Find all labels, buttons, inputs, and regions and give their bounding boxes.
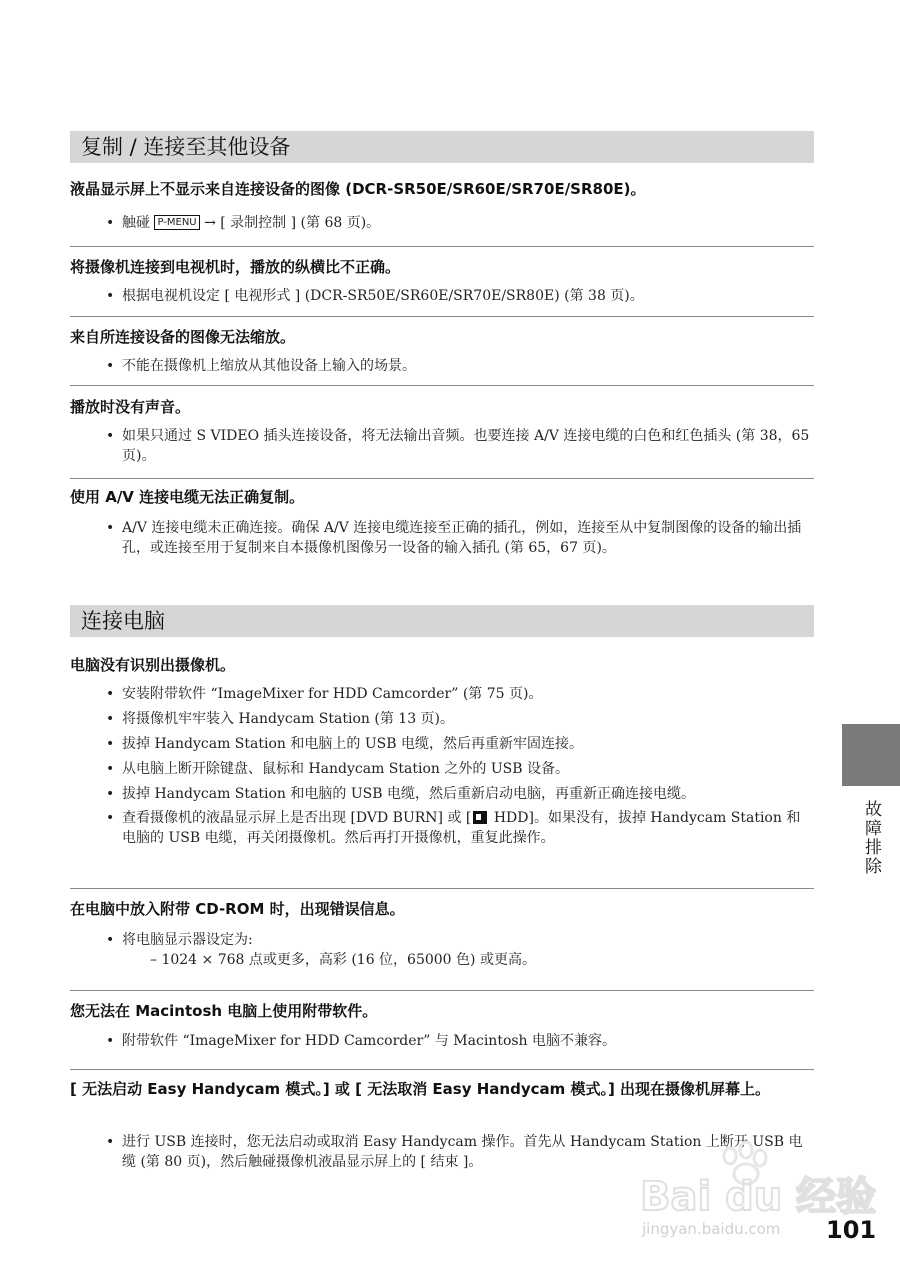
bullet-svideo-audio: • 如果只通过 S VIDEO 插头连接设备，将无法输出音频。也要连接 A/V 连接电缆的白色和红色插头 (第 38，65 页)。 bbox=[106, 426, 814, 466]
divider bbox=[70, 478, 814, 479]
bullet-reconnect-usb: • 拔掉 Handycam Station 和电脑上的 USB 电缆，然后再重新牢固连接。 bbox=[106, 734, 814, 754]
question-no-sound: 播放时没有声音。 bbox=[70, 398, 191, 416]
question-aspect-ratio: 将摄像机连接到电视机时，播放的纵横比不正确。 bbox=[70, 258, 401, 276]
watermark-brand: Bai du 经验 bbox=[640, 1174, 877, 1220]
bullet-av-cable: • A/V 连接电缆未正确连接。确保 A/V 连接电缆连接至正确的插孔，例如，连接至从中复制图像的设备的输出插孔，或连接至用于复制来自本摄像机图像另一设备的输入插孔 (第 65，67 页)。 bbox=[106, 518, 814, 558]
bullet-mac-incompatible: • 附带软件 “ImageMixer for HDD Camcorder” 与 Macintosh 电脑不兼容。 bbox=[106, 1031, 814, 1051]
section-header-connect-pc: 连接电脑 bbox=[70, 605, 814, 637]
divider bbox=[70, 1069, 814, 1070]
question-av-copy: 使用 A/V 连接电缆无法正确复制。 bbox=[70, 488, 305, 506]
page-number: 101 bbox=[826, 1216, 877, 1244]
chapter-tab-label: 故障排除 bbox=[861, 800, 881, 876]
hdd-computer-icon bbox=[473, 811, 487, 824]
question-easy-handycam: [ 无法启动 Easy Handycam 模式。] 或 [ 无法取消 Easy Handycam 模式。] 出现在摄像机屏幕上。 bbox=[70, 1080, 771, 1098]
divider bbox=[70, 246, 814, 247]
bullet-check-lcd bbox=[106, 808, 814, 848]
bullet-text-pre: 查看摄像机的液晶显示屏上是否出现 [DVD BURN] 或 [ bbox=[122, 810, 472, 826]
divider bbox=[70, 888, 814, 889]
question-cdrom-error: 在电脑中放入附带 CD-ROM 时，出现错误信息。 bbox=[70, 900, 405, 918]
bullet-tv-type: • 根据电视机设定 [ 电视形式 ] (DCR-SR50E/SR60E/SR70E/SR80E) (第 38 页)。 bbox=[106, 286, 814, 306]
question-no-zoom: 来自所连接设备的图像无法缩放。 bbox=[70, 328, 296, 346]
pmenu-button-icon: P-MENU bbox=[154, 215, 199, 230]
bullet-disconnect-usb-devices: • 从电脑上断开除键盘、鼠标和 Handycam Station 之外的 USB 设备。 bbox=[106, 759, 814, 779]
bullet-text-post: → [ 录制控制 ] (第 68 页)。 bbox=[204, 215, 381, 231]
bullet-restart-pc: • 拔掉 Handycam Station 和电脑的 USB 电缆，然后重新启动电脑，再重新正确连接电缆。 bbox=[106, 784, 814, 804]
bullet-text-post: HDD]。如果没有，拔掉 Handycam Station 和电脑的 USB 电缆，再关闭摄像机。然后再打开摄像机，重复此操作。 bbox=[122, 810, 801, 846]
divider bbox=[70, 385, 814, 386]
bullet-insert-station: • 将摄像机牢牢装入 Handycam Station (第 13 页)。 bbox=[106, 709, 814, 729]
bullet-usb-easy-handycam: • 进行 USB 连接时，您无法启动或取消 Easy Handycam 操作。首先从 Handycam Station 上断开 USB 电缆 (第 80 页)，然后触碰摄像机液晶显示屏上的 [ 结束 ]。 bbox=[106, 1132, 814, 1172]
chapter-tab-marker bbox=[842, 724, 900, 786]
question-lcd-no-image: 液晶显示屏上不显示来自连接设备的图像 (DCR-SR50E/SR60E/SR70E/SR80E)。 bbox=[70, 180, 646, 198]
bullet-text-pre: 触碰 bbox=[122, 215, 150, 231]
bullet-install-software: • 安装附带软件 “ImageMixer for HDD Camcorder” (第 75 页)。 bbox=[106, 684, 814, 704]
divider bbox=[70, 316, 814, 317]
question-macintosh: 您无法在 Macintosh 电脑上使用附带软件。 bbox=[70, 1002, 378, 1020]
watermark-url: jingyan.baidu.com bbox=[642, 1220, 781, 1238]
bullet-touch-pmenu bbox=[106, 213, 814, 233]
question-pc-not-recognize: 电脑没有识别出摄像机。 bbox=[70, 656, 236, 674]
divider bbox=[70, 990, 814, 991]
section-header-copy-connect: 复制 / 连接至其他设备 bbox=[70, 131, 814, 163]
bullet-no-zoom: • 不能在摄像机上缩放从其他设备上输入的场景。 bbox=[106, 356, 814, 376]
bullet-display-setting: • 将电脑显示器设定为: bbox=[106, 930, 814, 950]
display-setting-detail: – 1024 × 768 点或更多，高彩 (16 位，65000 色) 或更高。 bbox=[150, 952, 536, 968]
